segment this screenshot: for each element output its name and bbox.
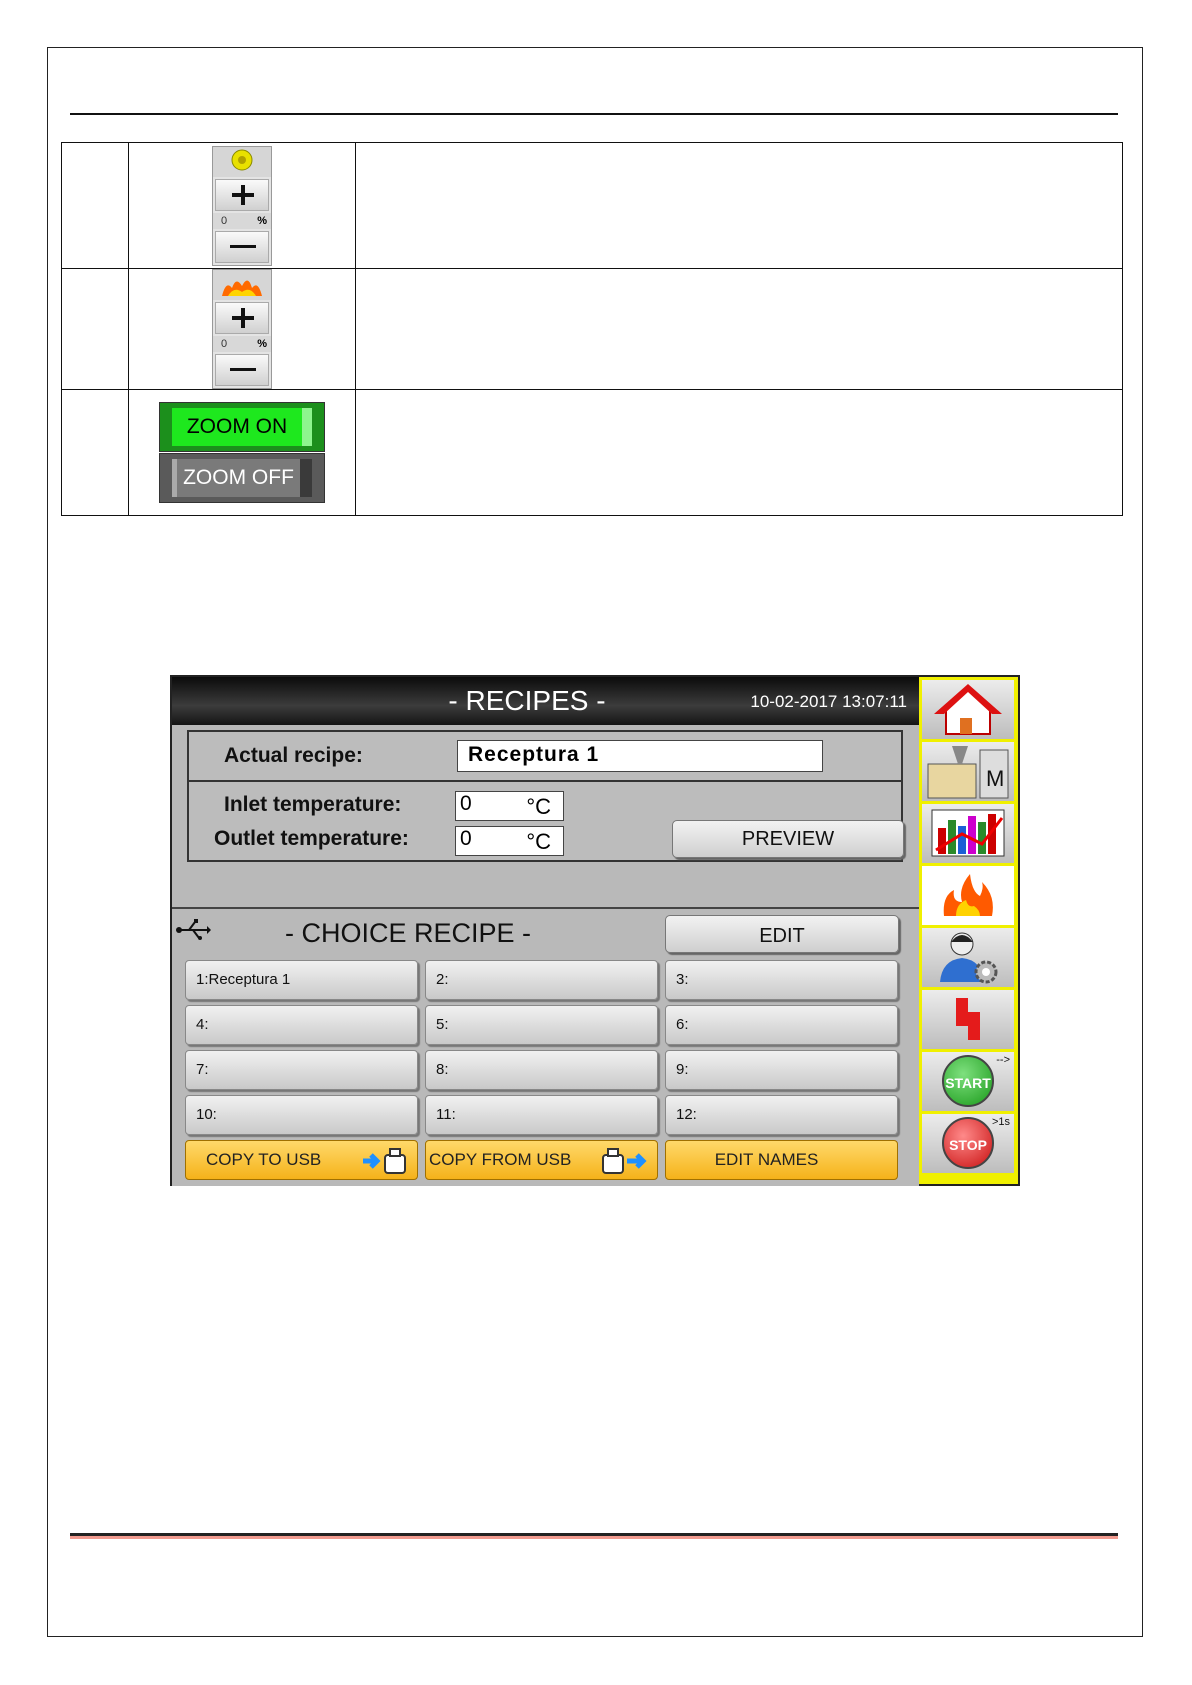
recipe-button-3[interactable]: 3: xyxy=(665,960,898,1000)
machine-button[interactable] xyxy=(922,742,1014,801)
recipe-button-10[interactable]: 10: xyxy=(185,1095,418,1135)
table-row xyxy=(62,269,1123,390)
recipe-button-11[interactable]: 11: xyxy=(425,1095,658,1135)
table-row xyxy=(62,143,1123,269)
usb-drive-icon xyxy=(361,1147,409,1175)
recipe-button-5[interactable]: 5: xyxy=(425,1005,658,1045)
choice-recipe-title: - CHOICE RECIPE - xyxy=(285,918,532,948)
usb-icon xyxy=(175,917,211,943)
home-icon xyxy=(922,680,1014,739)
recipe-info-box xyxy=(187,730,903,862)
recipe-button-4[interactable]: 4: xyxy=(185,1005,418,1045)
outlet-temperature-field[interactable]: 0 °C xyxy=(455,826,564,856)
recipe-button-7[interactable]: 7: xyxy=(185,1050,418,1090)
svg-text:M: M xyxy=(986,766,1005,791)
usb-drive-icon xyxy=(601,1147,649,1175)
home-button[interactable] xyxy=(922,680,1014,739)
fan-speed-control-icon: 0 % xyxy=(212,146,272,266)
recipe-button-8[interactable]: 8: xyxy=(425,1050,658,1090)
tools-button[interactable] xyxy=(922,990,1014,1049)
inlet-temperature-field[interactable]: 0 °C xyxy=(455,791,564,821)
side-navigation xyxy=(919,677,1018,1184)
roaster-machine-icon xyxy=(922,742,1014,801)
recipes-button[interactable] xyxy=(922,866,1014,925)
footer-rule-accent xyxy=(70,1536,1118,1539)
recipe-button-12[interactable]: 12: xyxy=(665,1095,898,1135)
outlet-temperature-label: Outlet temperature: xyxy=(214,827,409,850)
title-bar xyxy=(172,677,919,725)
start-hint: --> xyxy=(996,1054,1010,1066)
start-label: START xyxy=(942,1055,994,1107)
edit-button[interactable]: EDIT xyxy=(665,915,899,953)
inlet-temperature-label: Inlet temperature: xyxy=(224,793,402,816)
chart-button[interactable] xyxy=(922,804,1014,863)
tools-icon xyxy=(922,990,1014,1049)
table-row xyxy=(62,390,1123,516)
main-panel xyxy=(172,725,919,1186)
actual-recipe-label: Actual recipe: xyxy=(224,744,363,767)
copy-to-usb-button[interactable]: COPY TO USB xyxy=(185,1140,418,1180)
flame-icon xyxy=(922,866,1014,925)
actual-recipe-field[interactable]: Receptura 1 xyxy=(457,740,823,772)
screen-title: - RECIPES - xyxy=(448,685,606,716)
burner-power-control-icon: 0 % xyxy=(212,269,272,389)
recipe-button-2[interactable]: 2: xyxy=(425,960,658,1000)
copy-from-usb-button[interactable]: COPY FROM USB xyxy=(425,1140,658,1180)
stop-label: STOP xyxy=(942,1117,994,1169)
zoom-on-button: ZOOM ON xyxy=(159,402,325,452)
chart-icon xyxy=(922,804,1014,863)
datetime: 10-02-2017 13:07:11 xyxy=(750,692,907,711)
user-settings-icon xyxy=(922,928,1014,987)
header-rule xyxy=(70,113,1118,115)
recipe-button-1[interactable]: 1:Receptura 1 xyxy=(185,960,418,1000)
recipe-button-6[interactable]: 6: xyxy=(665,1005,898,1045)
user-settings-button[interactable] xyxy=(922,928,1014,987)
stop-hint: >1s xyxy=(991,1116,1010,1128)
recipes-screen xyxy=(170,675,1020,1186)
start-button[interactable] xyxy=(922,1052,1014,1111)
stop-button[interactable] xyxy=(922,1114,1014,1173)
zoom-off-button: ZOOM OFF xyxy=(159,453,325,503)
icon-legend-table xyxy=(61,142,1123,516)
recipe-button-9[interactable]: 9: xyxy=(665,1050,898,1090)
edit-names-button[interactable]: EDIT NAMES xyxy=(665,1140,898,1180)
preview-button[interactable]: PREVIEW xyxy=(672,820,904,858)
